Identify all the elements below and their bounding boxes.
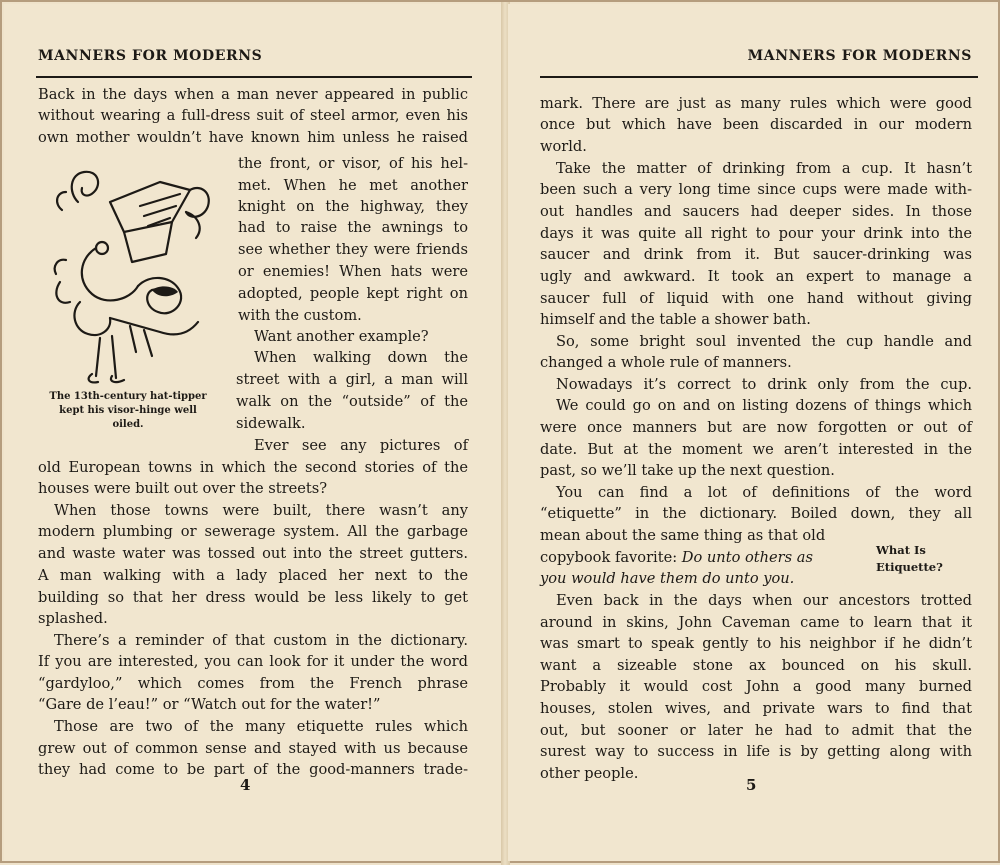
right-page bbox=[508, 4, 998, 861]
text-line: they had come to be part of the good-manners trade- bbox=[38, 761, 468, 778]
text-line bbox=[540, 548, 813, 568]
text-line: “gardyloo,” which comes from the French phrase bbox=[38, 675, 468, 692]
text-line: date. But at the moment we aren’t interested in the bbox=[540, 441, 972, 458]
text-line: sidewalk. bbox=[236, 415, 306, 432]
header-rule bbox=[540, 76, 978, 78]
page-number: 5 bbox=[746, 776, 757, 794]
text-line: “Gare de l’eau!” or “Watch out for the water!” bbox=[38, 696, 381, 713]
text-line: around in skins, John Caveman came to learn that it bbox=[540, 614, 972, 631]
text-line: out, but sooner or later he had to admit that the bbox=[540, 722, 972, 739]
text-line: If you are interested, you can look for it under the word bbox=[38, 653, 468, 670]
text-line: met. When he met another bbox=[238, 177, 468, 194]
running-head: MANNERS FOR MODERNS bbox=[38, 48, 263, 64]
text-line: Back in the days when a man never appeared in public bbox=[38, 86, 468, 103]
text-line: without wearing a full-dress suit of steel armor, even his bbox=[38, 107, 468, 124]
text-line: world. bbox=[540, 138, 587, 155]
text-line: So, some bright soul invented the cup handle and bbox=[556, 333, 972, 350]
text-line: mean about the same thing as that old bbox=[540, 527, 826, 544]
text-line: grew out of common sense and stayed with us because bbox=[38, 740, 468, 757]
text-line: saucer full of liquid with one hand without giving bbox=[540, 290, 972, 307]
running-head: MANNERS FOR MODERNS bbox=[747, 48, 972, 64]
text-line: A man walking with a lady placed her next to the bbox=[38, 567, 468, 584]
text-line: “etiquette” in the dictionary. Boiled down, they all bbox=[540, 505, 972, 522]
text-line: Want another example? bbox=[254, 328, 429, 345]
text-line: Take the matter of drinking from a cup. It hasn’t bbox=[556, 160, 972, 177]
text-line: with the custom. bbox=[238, 307, 362, 324]
text-line: changed a whole rule of manners. bbox=[540, 354, 792, 371]
side-heading: Etiquette? bbox=[876, 560, 943, 574]
text-line: You can find a lot of definitions of the word bbox=[556, 484, 972, 501]
text-line: Ever see any pictures of bbox=[254, 437, 468, 454]
text-line: was smart to speak gently to his neighbor if he didn’t bbox=[540, 635, 972, 652]
text-line: When walking down the bbox=[254, 349, 468, 366]
illustration-caption-line: kept his visor-hinge well bbox=[59, 405, 197, 416]
text-line: were once manners but are now forgotten or out of bbox=[540, 419, 972, 436]
text-line: the front, or visor, of his hel- bbox=[238, 155, 468, 172]
text-line: been such a very long time since cups were made with- bbox=[540, 181, 972, 198]
text-line: Nowadays it’s correct to drink only from the cup. bbox=[556, 376, 972, 393]
text-line: other people. bbox=[540, 765, 639, 782]
text-line: ugly and awkward. It took an expert to manage a bbox=[540, 268, 972, 285]
header-rule bbox=[36, 76, 472, 78]
text-line: mark. There are just as many rules which were good bbox=[540, 95, 972, 112]
text-line: saucer and drink from it. But saucer-drinking was bbox=[540, 246, 972, 263]
text-line: Probably it would cost John a good many burned bbox=[540, 678, 972, 695]
golden-rule-quote: Do unto others as bbox=[681, 549, 813, 566]
text-line: out handles and saucers had deeper sides. In those bbox=[540, 203, 972, 220]
illustration-caption-line: oiled. bbox=[112, 419, 144, 430]
text-line: modern plumbing or sewerage system. All the garbage bbox=[38, 523, 468, 540]
text-line: surest way to success in life is by getting along with bbox=[540, 743, 972, 760]
text-line: old European towns in which the second stories of the bbox=[38, 459, 468, 476]
text-line: street with a girl, a man will bbox=[236, 371, 468, 388]
text-line: own mother wouldn’t have known him unless he raised bbox=[38, 129, 468, 146]
page-number: 4 bbox=[240, 776, 251, 794]
side-heading: What Is bbox=[876, 543, 926, 557]
text-line: past, so we’ll take up the next question. bbox=[540, 462, 835, 479]
text-line: days it was quite all right to pour your drink into the bbox=[540, 225, 972, 242]
text-line: We could go on and on listing dozens of things which bbox=[556, 397, 972, 414]
text-line: Those are two of the many etiquette rules which bbox=[54, 718, 468, 735]
text-line: Even back in the days when our ancestors trotted bbox=[556, 592, 972, 609]
text-line: or enemies! When hats were bbox=[238, 263, 468, 280]
text-line: adopted, people kept right on bbox=[238, 285, 468, 302]
text-line: see whether they were friends bbox=[238, 241, 468, 258]
text-line: once but which have been discarded in our modern bbox=[540, 116, 972, 133]
text-line: When those towns were built, there wasn’t any bbox=[54, 502, 468, 519]
knight-hat-tipper-illustration bbox=[40, 162, 220, 384]
text-line: houses were built out over the streets? bbox=[38, 480, 328, 497]
text-line: There’s a reminder of that custom in the dictionary. bbox=[54, 632, 468, 649]
text-line: himself and the table a shower bath. bbox=[540, 311, 811, 328]
golden-rule-quote: you would have them do unto you. bbox=[540, 570, 795, 587]
text-line: want a sizeable stone ax bounced on his skull. bbox=[540, 657, 972, 674]
text-line: and waste water was tossed out into the street gutters. bbox=[38, 545, 468, 562]
text-line: houses, stolen wives, and private wars to find that bbox=[540, 700, 972, 717]
text-line: splashed. bbox=[38, 610, 108, 627]
text-line: walk on the “outside” of the bbox=[236, 393, 468, 410]
text-line: had to raise the awnings to bbox=[238, 219, 468, 236]
text-line: knight on the highway, they bbox=[238, 198, 468, 215]
text-line: building so that her dress would be less likely to get bbox=[38, 589, 468, 606]
illustration-caption-line: The 13th-century hat-tipper bbox=[49, 391, 207, 402]
left-page bbox=[4, 4, 502, 861]
text-run: copybook favorite: bbox=[540, 549, 682, 566]
